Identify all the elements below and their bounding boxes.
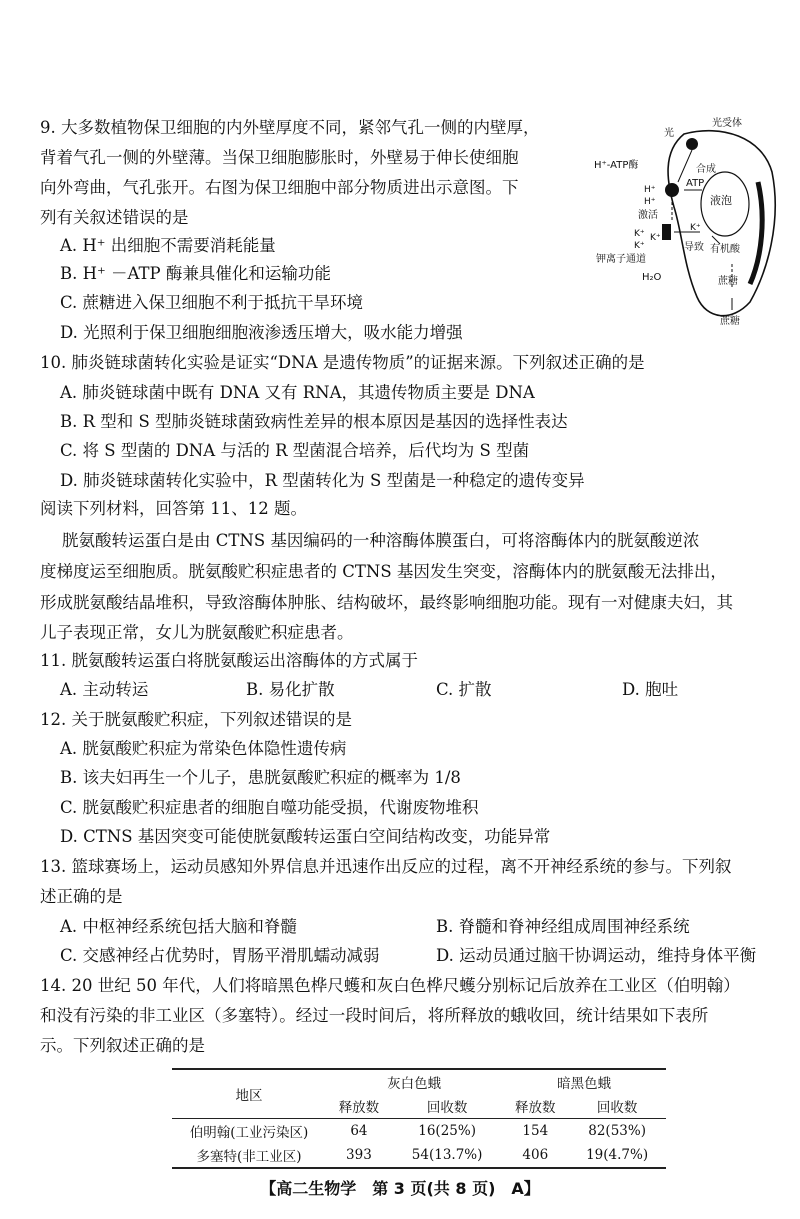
q13-option-a: A. 中枢神经系统包括大脑和脊髓 xyxy=(60,917,297,936)
q10-option-c: C. 将 S 型菌的 DNA 与活的 R 型菌混合培养，后代均为 S 型菌 xyxy=(60,441,530,460)
q14-line-3: 示。下列叙述正确的是 xyxy=(40,1036,205,1055)
label-k4: K⁺ xyxy=(690,223,701,233)
q13-option-d: D. 运动员通过脑干协调运动，维持身体平衡 xyxy=(436,946,757,965)
channel-block xyxy=(662,224,671,240)
table-subheader: 回收数 xyxy=(568,1094,666,1119)
q9-option-d: D. 光照利于保卫细胞细胞液渗透压增大，吸水能力增强 xyxy=(60,323,463,342)
label-atp: ATP xyxy=(686,178,705,189)
q9-line-3: 向外弯曲，气孔张开。右图为保卫细胞中部分物质进出示意图。下 xyxy=(40,178,519,197)
label-lead: 导致 xyxy=(684,242,704,253)
q12-stem: 12. 关于胱氨酸贮积症，下列叙述错误的是 xyxy=(40,710,352,729)
label-light: 光 xyxy=(664,128,674,139)
label-channel: 钾离子通道 xyxy=(596,254,646,265)
table-row xyxy=(172,1119,666,1144)
page-footer: 【高二生物学 第 3 页(共 8 页) A】 xyxy=(260,1179,540,1198)
reading-intro: 阅读下列材料，回答第 11、12 题。 xyxy=(40,499,307,518)
table-cell: 16(25%) xyxy=(418,1123,476,1139)
q9-option-c: C. 蔗糖进入保卫细胞不利于抵抗干旱环境 xyxy=(60,293,364,312)
q10-option-a: A. 肺炎链球菌中既有 DNA 又有 RNA，其遗传物质主要是 DNA xyxy=(60,383,535,402)
reading-line-1: 胱氨酸转运蛋白是由 CTNS 基因编码的一种溶酶体膜蛋白，可将溶酶体内的胱氨酸逆浓 xyxy=(62,531,700,550)
q13-option-c: C. 交感神经占优势时，胃肠平滑肌蠕动减弱 xyxy=(60,946,380,965)
q10-stem: 10. 肺炎链球菌转化实验是证实“DNA 是遗传物质”的证据来源。下列叙述正确的是 xyxy=(40,353,645,372)
q13-line-2: 述正确的是 xyxy=(40,887,123,906)
table-subheader: 释放数 xyxy=(502,1094,568,1119)
label-water: H₂O xyxy=(642,272,662,283)
cell-outline xyxy=(668,131,775,316)
table-cell: 393 xyxy=(326,1143,392,1168)
table-cell: 82(53%) xyxy=(588,1123,646,1139)
table-header-dark: 暗黑色蛾 xyxy=(502,1069,666,1094)
table-cell: 伯明翰(工业污染区) xyxy=(189,1125,309,1141)
q9-option-b: B. H⁺ －ATP 酶兼具催化和运输功能 xyxy=(60,264,331,283)
q10-option-b: B. R 型和 S 型肺炎链球菌致病性差异的根本原因是基因的选择性表达 xyxy=(60,412,568,431)
table-cell: 多塞特(非工业区) xyxy=(172,1143,326,1168)
q14-line-2: 和没有污染的非工业区（多塞特）。经过一段时间后，将所释放的蛾收回，统计结果如下表所 xyxy=(40,1006,709,1025)
label-h1: H⁺ xyxy=(644,185,656,195)
q12-option-c: C. 胱氨酸贮积症患者的细胞自噬功能受损，代谢废物堆积 xyxy=(60,798,479,817)
q9-line-4: 列有关叙述错误的是 xyxy=(40,208,189,227)
q11-option-c: C. 扩散 xyxy=(436,680,492,699)
q9-option-a: A. H⁺ 出细胞不需要消耗能量 xyxy=(60,236,276,255)
label-receptor: 光受体 xyxy=(712,118,742,129)
label-k2: K⁺ xyxy=(634,241,645,251)
table-cell: 19(4.7%) xyxy=(568,1143,666,1168)
table-cell: 154 xyxy=(522,1123,549,1139)
table-cell: 64 xyxy=(350,1123,368,1139)
q12-option-a: A. 胱氨酸贮积症为常染色体隐性遗传病 xyxy=(60,739,347,758)
table-row xyxy=(172,1143,666,1168)
q14-line-1: 14. 20 世纪 50 年代，人们将暗黑色桦尺蠖和灰白色桦尺蠖分别标记后放养在工业区（伯明翰） xyxy=(40,976,740,995)
reading-line-3: 形成胱氨酸结晶堆积，导致溶酶体肿胀、结构破坏，最终影响细胞功能。现有一对健康夫妇，其 xyxy=(40,593,733,612)
label-atpase: H⁺-ATP酶 xyxy=(594,160,639,171)
table-header-region: 地区 xyxy=(172,1069,326,1119)
table-header-gray: 灰白色蛾 xyxy=(326,1069,502,1094)
moth-recapture-table xyxy=(172,1068,666,1169)
label-k1: K⁺ xyxy=(634,229,645,239)
q10-option-d: D. 肺炎链球菌转化实验中，R 型菌转化为 S 型菌是一种稳定的遗传变异 xyxy=(60,471,585,490)
reading-line-4: 儿子表现正常，女儿为胱氨酸贮积症患者。 xyxy=(40,623,354,642)
q9-line-2: 背着气孔一侧的外壁薄。当保卫细胞膨胀时，外壁易于伸长使细胞 xyxy=(40,148,519,167)
table-cell: 54(13.7%) xyxy=(392,1143,502,1168)
label-h2: H⁺ xyxy=(644,197,656,207)
q11-option-a: A. 主动转运 xyxy=(60,680,149,699)
guard-cell-diagram xyxy=(592,112,792,332)
q12-option-d: D. CTNS 基因突变可能使胱氨酸转运蛋白空间结构改变，功能异常 xyxy=(60,827,551,846)
receptor-dot xyxy=(686,138,698,150)
table-subheader: 释放数 xyxy=(326,1094,392,1119)
label-sucrose-out: 蔗糖 xyxy=(720,316,740,327)
table-cell: 406 xyxy=(502,1143,568,1168)
table-subheader: 回收数 xyxy=(392,1094,502,1119)
reading-line-2: 度梯度运至细胞质。胱氨酸贮积症患者的 CTNS 基因发生突变，溶酶体内的胱氨酸无法排出， xyxy=(40,562,727,581)
atpase-dot xyxy=(665,183,679,197)
q13-line-1: 13. 篮球赛场上，运动员感知外界信息并迅速作出反应的过程，离不开神经系统的参与。下列叙 xyxy=(40,857,732,876)
label-vacuole: 液泡 xyxy=(710,194,732,207)
label-organic-acid: 有机酸 xyxy=(710,244,740,255)
q11-option-d: D. 胞吐 xyxy=(622,680,679,699)
q11-stem: 11. 胱氨酸转运蛋白将胱氨酸运出溶酶体的方式属于 xyxy=(40,651,418,670)
label-k3: K⁺ xyxy=(650,233,661,243)
thick-wall xyxy=(750,182,762,284)
label-activate: 激活 xyxy=(638,210,658,221)
q12-option-b: B. 该夫妇再生一个儿子，患胱氨酸贮积症的概率为 1/8 xyxy=(60,768,461,787)
label-sucrose-in: 蔗糖 xyxy=(718,276,738,287)
label-synth: 合成 xyxy=(696,164,716,175)
q13-option-b: B. 脊髓和脊神经组成周围神经系统 xyxy=(436,917,690,936)
q11-option-b: B. 易化扩散 xyxy=(246,680,335,699)
q9-line-1: 9. 大多数植物保卫细胞的内外壁厚度不同，紧邻气孔一侧的内壁厚， xyxy=(40,118,540,137)
